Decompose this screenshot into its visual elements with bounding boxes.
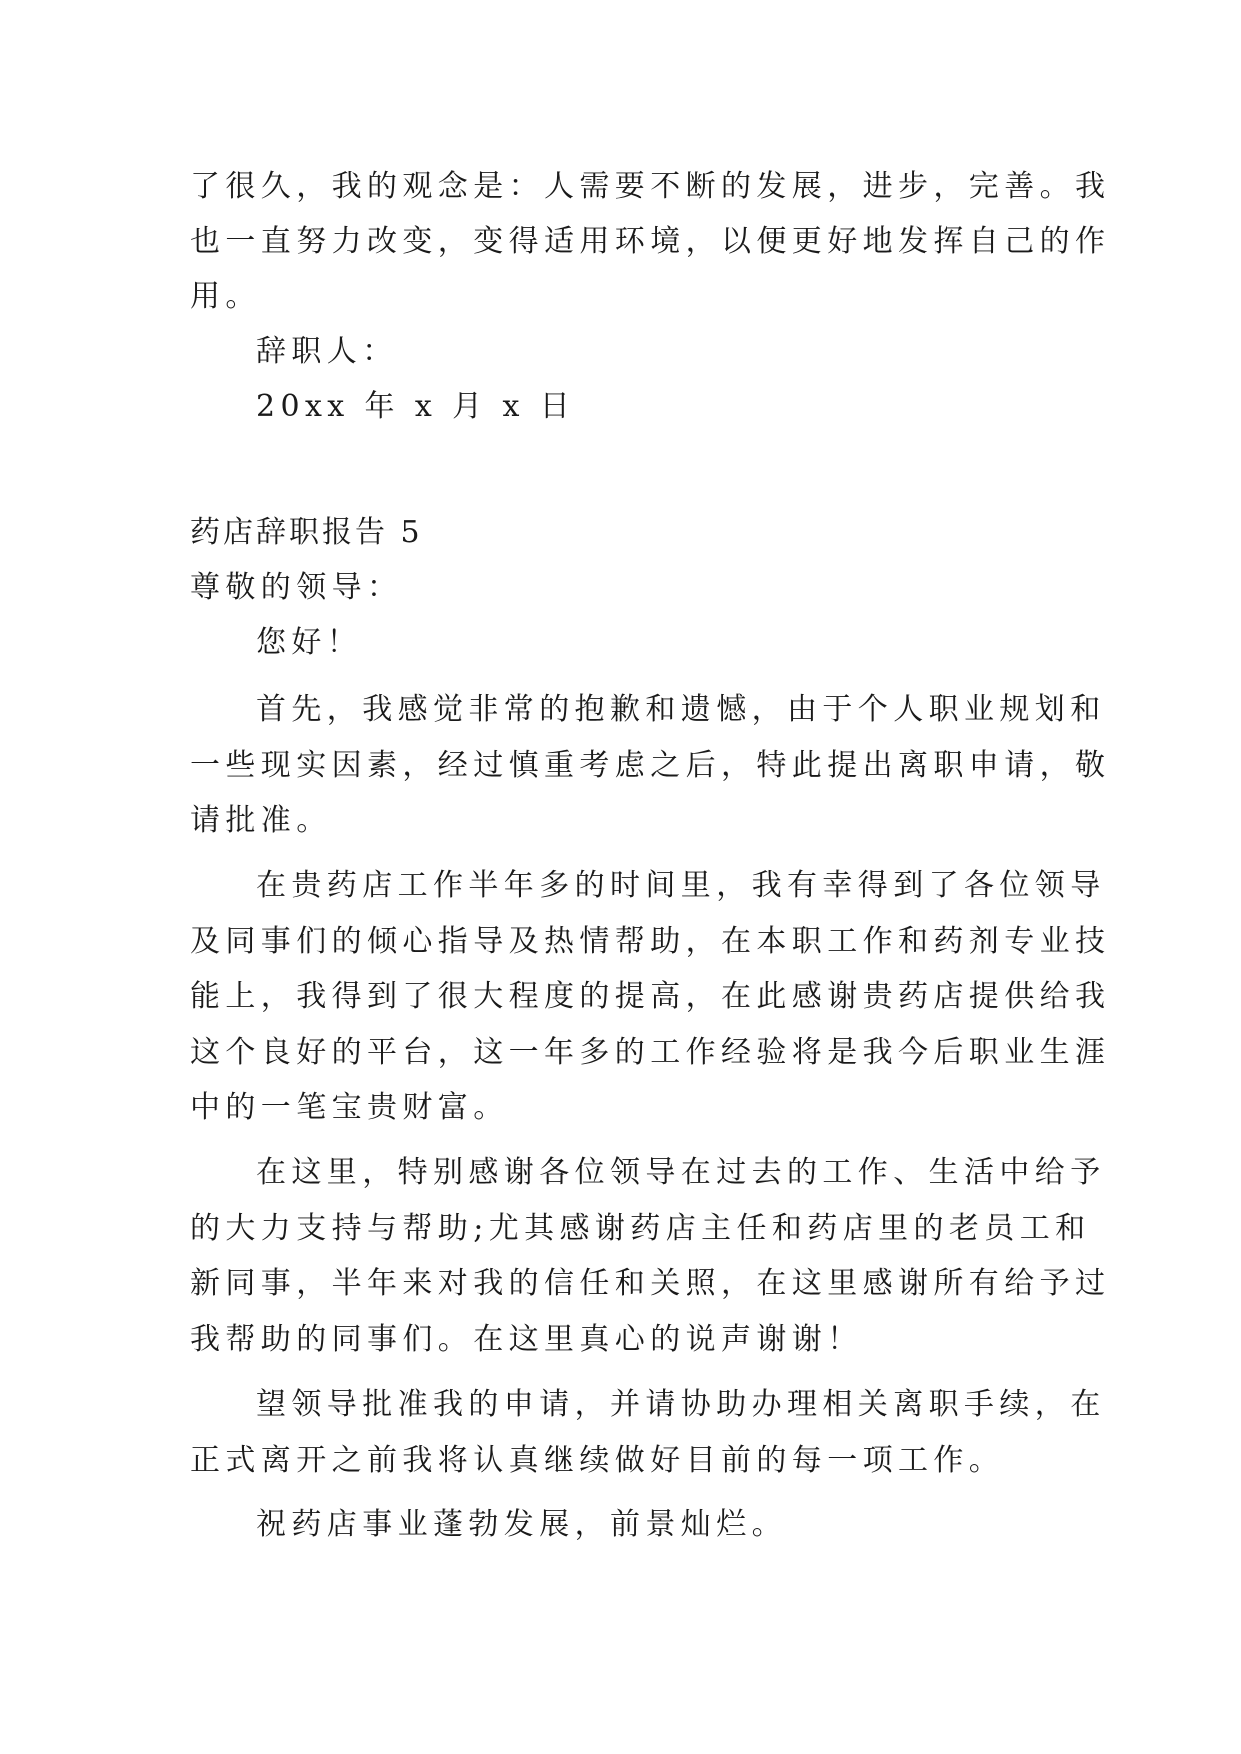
signature-label: 辞职人：: [256, 334, 398, 369]
body-text-line: 的大力支持与帮助;尤其感谢药店主任和药店里的老员工和: [190, 1211, 1091, 1246]
body-text-line: 能上，我得到了很大程度的提高，在此感谢贵药店提供给我: [190, 979, 1111, 1014]
body-text-line: 一些现实因素，经过慎重考虑之后，特此提出离职申请，敬: [190, 748, 1111, 783]
body-text-line: 也一直努力改变，变得适用环境，以便更好地发挥自己的作: [190, 224, 1111, 259]
body-text-line: 首先，我感觉非常的抱歉和遗憾，由于个人职业规划和: [256, 692, 1106, 727]
body-text-line: 请批准。: [190, 803, 332, 838]
body-text-line: 在这里，特别感谢各位领导在过去的工作、生活中给予: [256, 1155, 1106, 1190]
body-text-line: 用。: [190, 279, 261, 314]
body-text-line: 正式离开之前我将认真继续做好目前的每一项工作。: [190, 1443, 1005, 1478]
body-text-line: 这个良好的平台，这一年多的工作经验将是我今后职业生涯: [190, 1035, 1111, 1070]
salutation: 尊敬的领导：: [190, 570, 403, 605]
signature-date: 20xx 年 x 月 x 日: [256, 389, 576, 424]
body-text-line: 了很久，我的观念是：人需要不断的发展，进步，完善。我: [190, 169, 1111, 204]
body-text-line: 中的一笔宝贵财富。: [190, 1090, 509, 1125]
body-text-line: 祝药店事业蓬勃发展，前景灿烂。: [256, 1507, 787, 1542]
body-text-line: 新同事，半年来对我的信任和关照，在这里感谢所有给予过: [190, 1266, 1111, 1301]
section-title: 药店辞职报告 5: [190, 515, 423, 550]
body-text-line: 在贵药店工作半年多的时间里，我有幸得到了各位领导: [256, 868, 1106, 903]
body-text-line: 我帮助的同事们。在这里真心的说声谢谢！: [190, 1322, 863, 1357]
body-text-line: 及同事们的倾心指导及热情帮助，在本职工作和药剂专业技: [190, 924, 1111, 959]
greeting: 您好！: [256, 625, 363, 660]
body-text-line: 望领导批准我的申请，并请协助办理相关离职手续，在: [256, 1387, 1106, 1422]
